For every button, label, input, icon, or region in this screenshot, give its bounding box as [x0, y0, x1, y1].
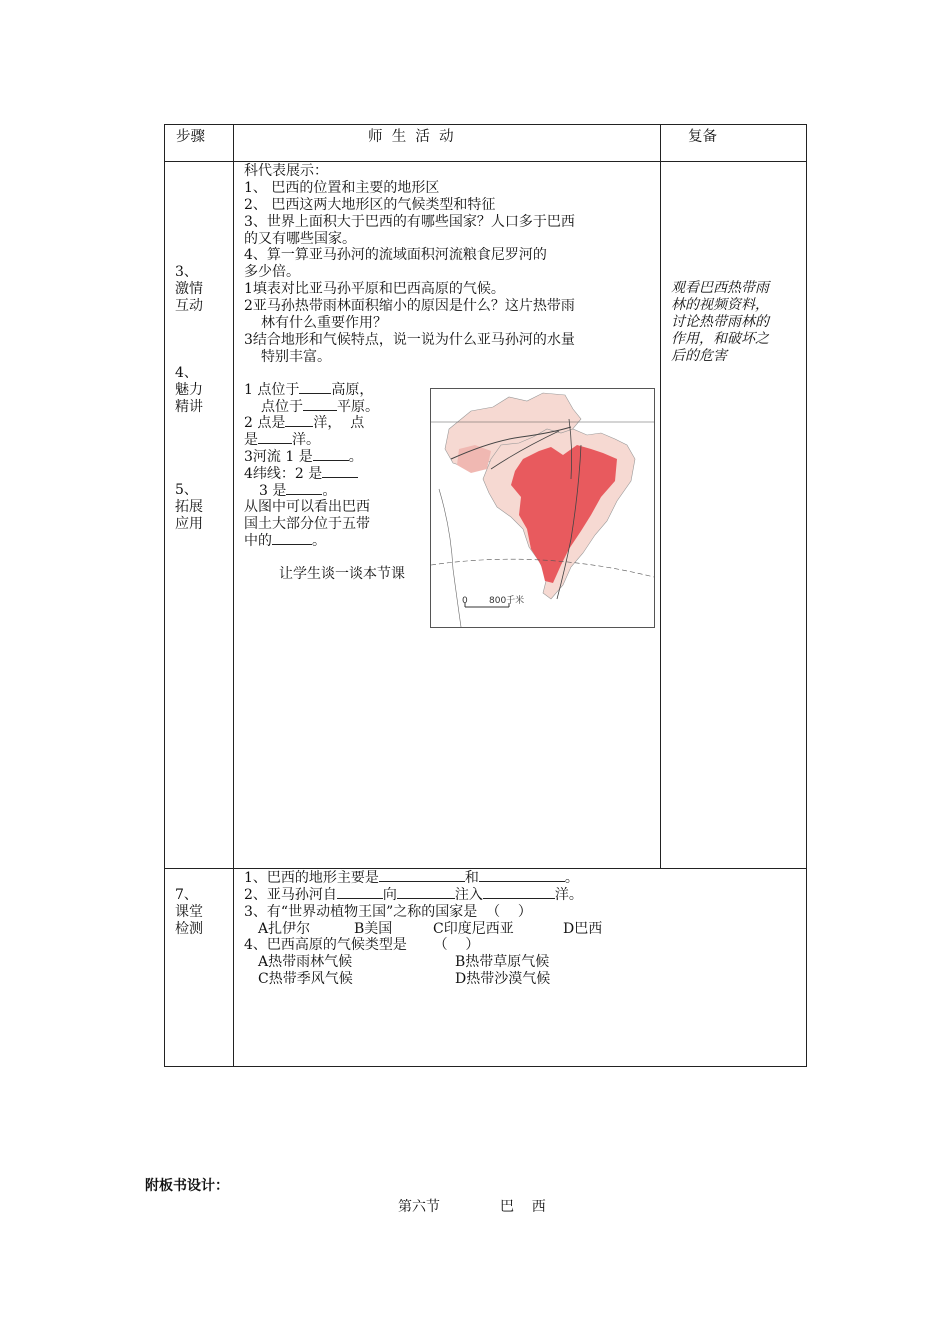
quiz-question-1: 1、巴西的地形主要是 和 。 — [244, 870, 579, 886]
table-col-divider-2 — [660, 124, 661, 869]
table-col-divider-1 — [233, 124, 234, 1067]
step-7-label-1: 课堂 — [175, 904, 203, 920]
quiz-question-4: 4、巴西高原的气候类型是 （ ） — [244, 937, 480, 953]
step-7-label-2: 检测 — [175, 921, 203, 937]
table-row-divider — [164, 868, 807, 869]
quiz-q3-option-b: B美国 — [354, 921, 393, 937]
map-question-2b: 是 洋。 — [244, 432, 320, 448]
section-number: 第六节 — [398, 1199, 440, 1215]
header-activities: 师 生 活 动 — [368, 129, 454, 145]
step-5-label-1: 拓展 — [175, 499, 203, 515]
review-note-line-1: 观看巴西热带雨 — [671, 280, 769, 296]
quiz-q4-option-a: A热带雨林气候 — [258, 954, 353, 970]
activity-line-5: 的又有哪些国家。 — [244, 231, 356, 247]
brazil-map-drawing — [431, 389, 654, 627]
table-header-divider — [164, 161, 807, 162]
map-question-1a: 1 点位于 高原， — [244, 382, 374, 398]
header-steps: 步骤 — [176, 129, 205, 145]
activity-line-8: 1填表对比亚马孙平原和巴西高原的气候。 — [244, 281, 505, 297]
quiz-question-2: 2、亚马孙河自 向 注入 洋。 — [244, 887, 583, 903]
scale-zero: 0 — [462, 596, 468, 606]
quiz-q3-option-c: C印度尼西亚 — [433, 921, 514, 937]
activity-line-9: 2亚马孙热带雨林面积缩小的原因是什么？这片热带雨 — [244, 298, 575, 314]
activity-line-1: 科代表展示： — [244, 163, 328, 179]
map-question-5c: 中的 。 — [244, 533, 326, 549]
activity-line-6: 4、算一算亚马孙河的流域面积河流粮食尼罗河的 — [244, 247, 547, 263]
quiz-q4-option-b: B热带草原气候 — [455, 954, 550, 970]
step-4-label-2: 精讲 — [175, 399, 203, 415]
map-question-4a: 4纬线：2 是 — [244, 466, 358, 483]
map-question-5a: 从图中可以看出巴西 — [244, 499, 370, 515]
quiz-q3-option-d: D巴西 — [563, 921, 603, 937]
west-coast — [439, 489, 461, 627]
table-bottom-border — [164, 1066, 807, 1067]
step-5-label-2: 应用 — [175, 516, 203, 532]
step-3-label-2: 互动 — [175, 298, 203, 314]
activity-line-3: 2、 巴西这两大地形区的气候类型和特征 — [244, 197, 496, 213]
table-left-border — [164, 124, 165, 1067]
activity-line-11: 3结合地形和气候特点，说一说为什么亚马孙河的水量 — [244, 332, 575, 348]
step-7-number: 7、 — [175, 887, 198, 903]
map-question-1b: 点位于 平原。 — [261, 399, 379, 415]
map-question-2a: 2 点是 洋， 点 — [244, 415, 365, 431]
blackboard-design-label: 附板书设计： — [145, 1178, 229, 1194]
map-question-4b: 3 是 。 — [259, 483, 337, 499]
header-review: 复备 — [688, 129, 717, 145]
step-5-number: 5、 — [175, 482, 198, 498]
review-note-line-4: 作用，和破坏之 — [671, 331, 769, 347]
map-question-3: 3河流 1 是 。 — [244, 449, 363, 465]
quiz-q3-option-a: A扎伊尔 — [258, 921, 311, 937]
step-3-label-1: 激情 — [175, 281, 203, 297]
step-4-label-1: 魅力 — [175, 382, 203, 398]
activity-line-7: 多少倍。 — [244, 264, 300, 280]
review-note-line-2: 林的视频资料， — [671, 297, 769, 313]
activity-line-12: 特别丰富。 — [261, 349, 331, 365]
activity-line-10: 林有什么重要作用？ — [261, 315, 387, 331]
step-4-number: 4、 — [175, 365, 198, 381]
step-3-number: 3、 — [175, 264, 198, 280]
review-note-line-5: 后的危害 — [671, 348, 727, 364]
section-title: 巴 西 — [500, 1199, 546, 1215]
review-note-line-3: 讨论热带雨林的 — [671, 314, 769, 330]
brazil-map — [430, 388, 655, 628]
quiz-q4-option-d: D热带沙漠气候 — [455, 971, 551, 987]
discussion-prompt: 让学生谈一谈本节课 — [279, 566, 405, 582]
map-question-5b: 国土大部分位于五带 — [244, 516, 370, 532]
scale-label: 800千米 — [489, 596, 525, 606]
quiz-q4-option-c: C热带季风气候 — [258, 971, 353, 987]
quiz-question-3: 3、有“世界动植物王国”之称的国家是 （ ） — [244, 904, 532, 920]
activity-line-4: 3、世界上面积大于巴西的有哪些国家？人口多于巴西 — [244, 214, 575, 230]
table-right-border — [806, 124, 807, 1067]
activity-line-2: 1、 巴西的位置和主要的地形区 — [244, 180, 440, 196]
